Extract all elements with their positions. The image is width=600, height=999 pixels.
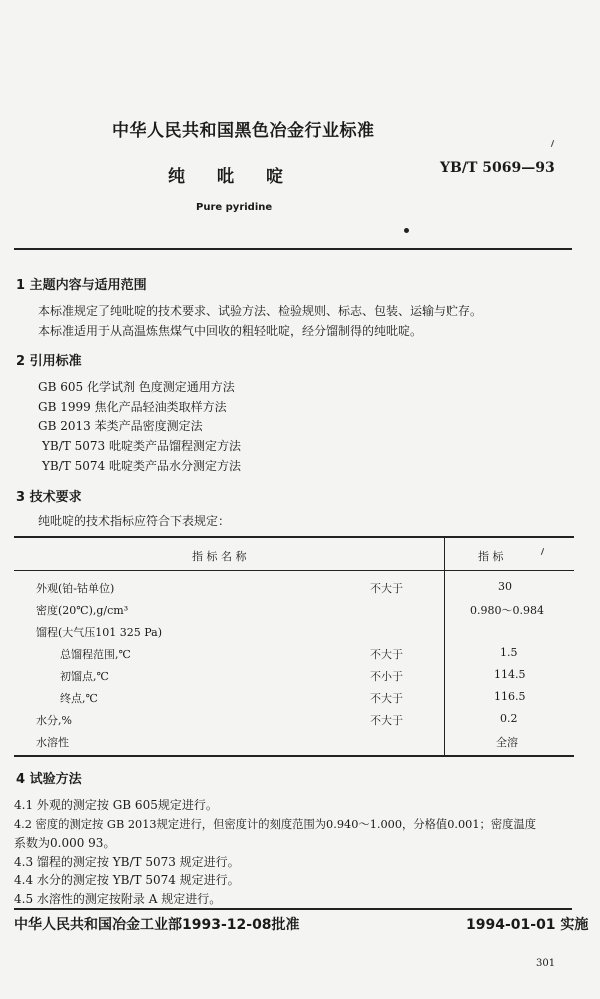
table-cell-value: 116.5	[494, 690, 526, 703]
section3-intro: 纯吡啶的技术指标应符合下表规定：	[38, 514, 231, 528]
section1-heading: 1 主题内容与适用范围	[16, 278, 147, 293]
table-cell-value: 30	[498, 580, 512, 593]
reference-item: YB/T 5073 吡啶类产品馏程测定方法	[42, 439, 241, 453]
scan-mark	[541, 548, 544, 555]
section1-para1: 本标准规定了纯吡啶的技术要求、试验方法、检验规则、标志、包装、运输与贮存。	[38, 304, 483, 318]
table-cell-name: 馏程(大气压101 325 Pa)	[36, 626, 163, 639]
table-column-divider	[444, 536, 445, 755]
header-rule	[14, 248, 572, 250]
table-cell-value: 全溶	[496, 736, 518, 749]
table-cell-name: 密度(20℃),g/cm³	[36, 604, 129, 617]
table-cell-condition: 不大于	[370, 714, 403, 727]
approval-statement: 中华人民共和国冶金工业部1993-12-08批准	[14, 917, 300, 933]
table-cell-value: 114.5	[494, 668, 526, 681]
effective-date: 1994-01-01 实施	[466, 917, 589, 933]
table-header-rule	[14, 570, 574, 571]
section1-para2: 本标准适用于从高温炼焦煤气中回收的粗轻吡啶，经分馏制得的纯吡啶。	[38, 324, 423, 338]
table-cell-name: 总馏程范围,℃	[60, 648, 131, 661]
scan-mark	[551, 140, 554, 147]
page-number: 301	[536, 958, 556, 969]
table-top-rule	[14, 536, 574, 538]
table-cell-condition: 不大于	[370, 692, 403, 705]
table-cell-condition: 不小于	[370, 670, 403, 683]
test-method-item: 4.3 馏程的测定按 YB/T 5073 规定进行。	[14, 855, 240, 869]
test-method-item: 4.1 外观的测定按 GB 605规定进行。	[14, 798, 218, 812]
table-cell-condition: 不大于	[370, 582, 403, 595]
table-cell-condition: 不大于	[370, 648, 403, 661]
table-cell-value: 0.980～0.984	[470, 604, 544, 617]
section2-heading: 2 引用标准	[16, 354, 82, 369]
test-method-item: 4.5 水溶性的测定按附录 A 规定进行。	[14, 892, 222, 906]
table-cell-name: 终点,℃	[60, 692, 98, 705]
test-method-item: 系数为0.000 93。	[14, 836, 116, 850]
footer-rule	[14, 908, 572, 910]
standard-code: YB/T 5069—93	[440, 160, 555, 176]
table-header-value: 指 标	[478, 550, 504, 563]
issuing-organization: 中华人民共和国黑色冶金行业标准	[112, 121, 375, 141]
table-cell-value: 1.5	[500, 646, 518, 659]
table-bottom-rule	[14, 755, 574, 757]
table-cell-name: 外观(铂-钴单位)	[36, 582, 115, 595]
scan-speck	[404, 228, 409, 233]
test-method-item: 4.2 密度的测定按 GB 2013规定进行，但密度计的刻度范围为0.940～1.000，分格值0.001；密度温度	[14, 818, 537, 831]
section3-heading: 3 技术要求	[16, 490, 82, 505]
document-title: 纯吡啶	[168, 167, 315, 187]
reference-item: GB 1999 焦化产品轻油类取样方法	[38, 400, 227, 414]
table-cell-name: 水分,%	[36, 714, 72, 727]
table-cell-name: 初馏点,℃	[60, 670, 109, 683]
table-cell-value: 0.2	[500, 712, 518, 725]
reference-item: GB 605 化学试剂 色度测定通用方法	[38, 380, 235, 394]
english-title: Pure pyridine	[196, 202, 273, 213]
table-cell-name: 水溶性	[36, 736, 69, 749]
reference-item: GB 2013 苯类产品密度测定法	[38, 419, 203, 433]
section4-heading: 4 试验方法	[16, 772, 82, 787]
test-method-item: 4.4 水分的测定按 YB/T 5074 规定进行。	[14, 873, 240, 887]
reference-item: YB/T 5074 吡啶类产品水分测定方法	[42, 459, 241, 473]
table-header-name: 指 标 名 称	[192, 550, 247, 563]
